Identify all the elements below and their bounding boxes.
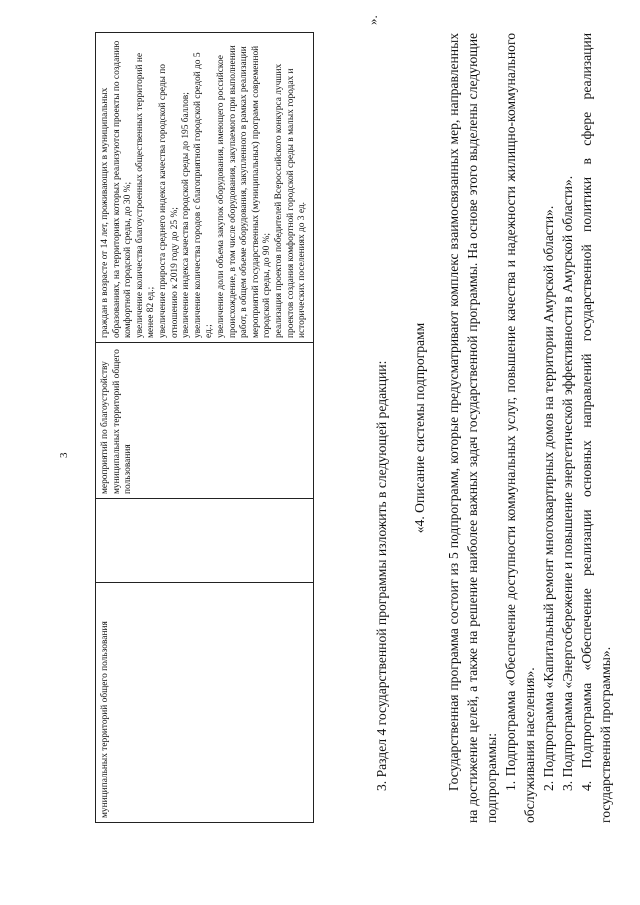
list-item: 4. Подпрограмма «Обеспечение реализации основных направлений государственной политики в сфере реализации государственной программы». (579, 33, 613, 823)
table-cell-indicators (96, 33, 314, 343)
indicator-line: увеличение индекса качества городской среды до 195 баллов; (181, 92, 192, 338)
amendment-intro-text: 3. Раздел 4 государственной программы изложить в следующей редакции: (374, 360, 389, 791)
indicator-line: увеличение количества благоустроенных общественных территорий не менее 82 ед.; (134, 52, 157, 338)
list-item: 3. Подпрограмма «Энергосбережение и повышение энергетической эффективности в Амурской области». (560, 175, 575, 791)
page-number: 3 (58, 452, 70, 458)
goals-table (95, 32, 314, 823)
indicator-line: увеличение доли объема закупок оборудования, имеющего российское происхождение, в том числе оборудования, закупаемого при выполнении работ, в общем объеме оборудования, закупленного в рамках реализации мероприятий государственных (муниципальных) программ современной городской среды, до 90 %; (215, 45, 273, 338)
indicator-line: увеличение количества городов с благоприятной городской средой до 5 ед.; (192, 52, 215, 338)
amendment-intro (372, 33, 391, 823)
indicator-line: граждан в возрасте от 14 лет, проживающих в муниципальных образованиях, на территориях которых реализуются проекты по созданию комфортной городской среды, до 30 %; (100, 40, 134, 338)
list-item: 2. Подпрограмма «Капитальный ремонт многоквартирных домов на территории Амурской области». (541, 205, 556, 791)
closing-quote: ». (365, 15, 380, 25)
table-row (96, 33, 314, 823)
section-body (444, 33, 615, 823)
subprogram-list (501, 33, 615, 823)
table-cell-direction (96, 583, 314, 823)
indicator-line: реализация проектов победителей Всероссийского конкурса лучших проектов создания комфортной городской среды в малых городах и исторических поселениях до 3 ед. (273, 63, 308, 338)
list-item: 1. Подпрограмма «Обеспечение доступности коммунальных услуг, повышение качества и надежности жилищно-коммунального обслуживания населения». (503, 33, 537, 823)
section-heading (410, 33, 429, 823)
section-heading-text: «4. Описание системы подпрограмм (412, 322, 427, 534)
cell-text: мероприятий по благоустройству муниципальных территорий общего пользования (100, 349, 134, 494)
cell-text: муниципальных территорий общего пользования (100, 621, 110, 818)
section-paragraph: Государственная программа состоит из 5 подпрограмм, которые предусматривают комплекс взаимосвязанных мер, направленных на достижение целей, а также на решение наиболее важных задач государственной программы. На основе этого выделены следующие подпрограммы: (446, 33, 499, 823)
table-cell-empty (96, 499, 314, 583)
indicator-line: увеличение прироста среднего индекса качества городской среды по отношению к 2019 году до 25 %; (157, 64, 180, 338)
table-cell-measures (96, 343, 314, 499)
